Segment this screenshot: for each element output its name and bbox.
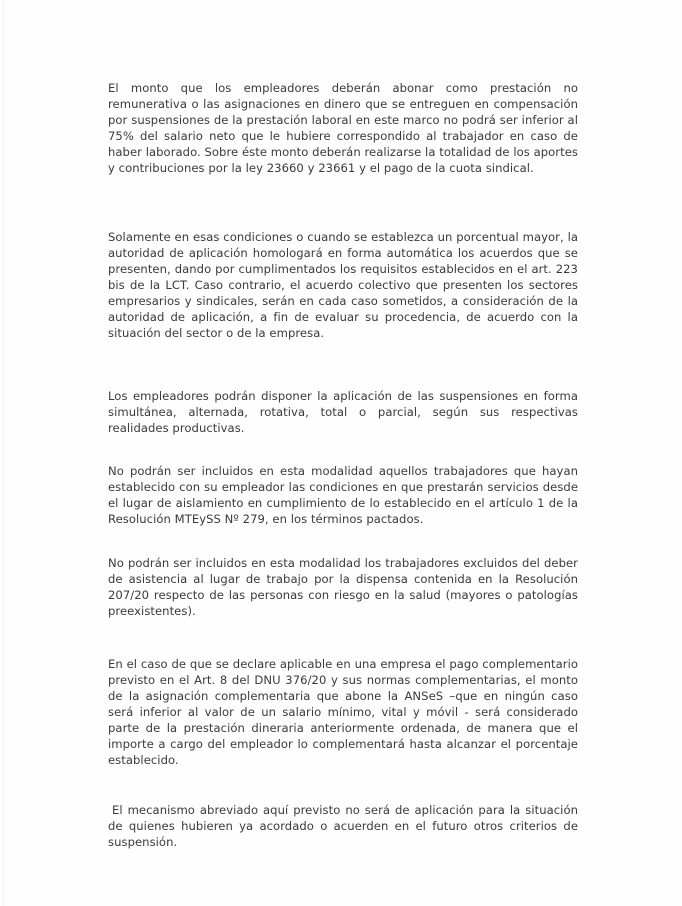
paragraph-mechanism-scope: El mecanismo abreviado aquí previsto no será de aplicación para la situación de quienes hubieren ya acordado o acuerden en el futuro otros criterios de suspensión. [108,803,578,849]
paragraph-remote-workers-exclusion: No podrán ser incluidos en esta modalidad aquellos trabajadores que hayan establecido con su empleador las condiciones en que prestarán servicios desde el lugar de aislamiento en cumplimiento de lo establecido en el artículo 1 de la Resolución MTEySS Nº 279, en los términos pactados. [108,464,578,526]
scan-edge-line [3,0,4,906]
paragraph-homologation: Solamente en esas condiciones o cuando se establezca un porcentual mayor, la autoridad de aplicación homologará en forma automática los acuerdos que se presenten, dando por cumplimentados los requisitos establecidos en el art. 223 bis de la LCT. Caso contrario, el acuerdo colectivo que presenten los sectores empresarios y sindicales, serán en cada caso sometidos, a consideración de la autoridad de aplicación, a fin de evaluar su procedencia, de acuerdo con la situación del sector o de la empresa. [108,230,578,340]
paragraph-payment-amount: El monto que los empleadores deberán abonar como prestación no remunerativa o las asignaciones en dinero que se entreguen en compensación por suspensiones de la prestación laboral en este marco no podrá ser inferior al 75% del salario neto que le hubiere correspondido al trabajador en caso de haber laborado. Sobre éste monto deberán realizarse la totalidad de los aportes y contribuciones por la ley 23660 y 23661 y el pago de la cuota sindical. [108,81,578,175]
paragraph-risk-group-exclusion: No podrán ser incluidos en esta modalidad los trabajadores excluidos del deber de asistencia al lugar de trabajo por la dispensa contenida en la Resolución 207/20 respecto de las personas con riesgo en la salud (mayores o patologías preexistentes). [108,556,578,618]
paragraph-complementary-payment: En el caso de que se declare aplicable en una empresa el pago complementario previsto en el Art. 8 del DNU 376/20 y sus normas complementarias, el monto de la asignación complementaria que abone la ANSeS –que en ningún caso será inferior al valor de un salario mínimo, vital y móvil - será considerado parte de la prestación dineraria anteriormente ordenada, de manera que el importe a cargo del empleador lo complementará hasta alcanzar el porcentaje establecido. [108,657,578,767]
paragraph-suspension-modes: Los empleadores podrán disponer la aplicación de las suspensiones en forma simultánea, alternada, rotativa, total o parcial, según sus respectivas realidades productivas. [108,389,578,435]
